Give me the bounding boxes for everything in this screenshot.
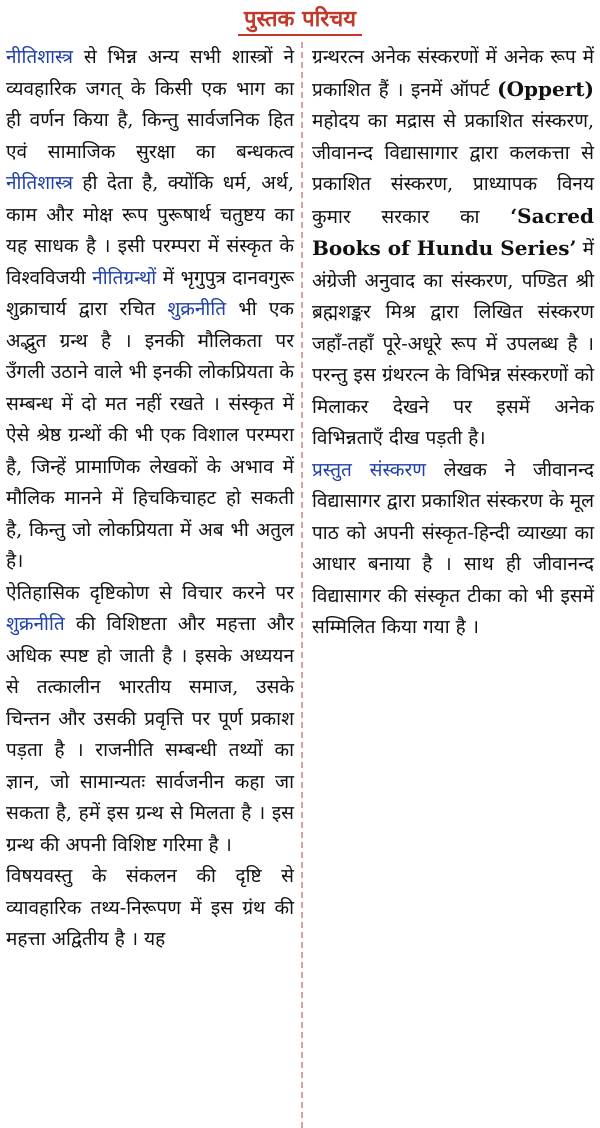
page-title: पुस्तक परिचय bbox=[238, 4, 362, 36]
paragraph-text: में अंग्रेजी अनुवाद का संस्करण, पण्डित श्री ब्रह्मशङ्कर मिश्र द्वारा लिखित संस्करण जहाँ-तहाँ पूरे-अधूरे रूप में उपलब्ध है । परन्तु इस ग्रंथरत्न के विभिन्न संस्करणों को मिलाकर देखने पर इसमें अनेक विभिन्नताएँ दीख पड़ती है। bbox=[312, 238, 594, 449]
paragraph-text: ही देता है, क्योंकि धर्म, अर्थ, काम और मोक्ष रूप पुरूषार्थ चतुष्टय का यह साधक है । इसी परम्परा में संस्कृत के विश्वविजयी bbox=[6, 172, 294, 289]
paragraph-text: ग्रन्थरत्न अनेक संस्करणों में अनेक रूप में प्रकाशित हैं । इनमें ऑपर्ट bbox=[312, 46, 594, 101]
latin-oppert: (Oppert) bbox=[497, 76, 594, 101]
paragraph-text: विषयवस्तु के संकलन की दृष्टि से व्यावहारिक तथ्य-निरूपण में इस ग्रंथ की महत्ता अद्वितीय है । यह bbox=[6, 865, 294, 950]
right-column bbox=[312, 42, 594, 644]
column-divider bbox=[301, 42, 303, 1128]
left-paragraph-1 bbox=[6, 42, 294, 578]
keyword-nitishastra: नीतिशास्त्र bbox=[6, 172, 73, 194]
left-column bbox=[6, 42, 294, 956]
right-paragraph-1 bbox=[312, 42, 594, 455]
latin-sacred-books: ‘Sacred Books of Hundu Series’ bbox=[312, 203, 594, 260]
right-paragraph-2 bbox=[312, 455, 594, 644]
header bbox=[0, 4, 600, 36]
keyword-shukraniti: शुक्रनीति bbox=[167, 298, 227, 320]
paragraph-text: लेखक ने जीवानन्द विद्यासागर द्वारा प्रकाशित संस्करण के मूल पाठ को अपनी संस्कृत-हिन्दी व्याख्या का आधार बनाया है । साथ ही जीवानन्द विद्यासागर की संस्कृत टीका को भी इसमें सम्मिलित किया गया है । bbox=[312, 458, 594, 638]
paragraph-text: ऐतिहासिक दृष्टिकोण से विचार करने पर bbox=[6, 581, 294, 604]
keyword-nitigranthon: नीतिग्रन्थों bbox=[92, 266, 157, 289]
paragraph-text: की विशिष्टता और महत्ता और अधिक स्पष्ट हो जाती है । इसके अध्ययन से तत्कालीन भारतीय समाज, उसके चिन्तन और उसकी प्रवृत्ति पर पूर्ण प्रकाश पड़ता है । राजनीति सम्बन्धी तथ्यों का ज्ञान, जो सामान्यतः सार्वजनीन कहा जा सकता है, हमें इस ग्रन्थ से मिलता है । इस ग्रन्थ की अपनी विशिष्ट गरिमा है । bbox=[6, 613, 294, 856]
paragraph-text: महोदय का मद्रास से प्रकाशित संस्करण, जीवानन्द विद्यासागार द्वारा कलकत्ता से प्रकाशित संस्करण, प्राध्यापक विनय कुमार सरकार का bbox=[312, 110, 594, 228]
left-paragraph-2 bbox=[6, 578, 294, 862]
paragraph-text: से भिन्न अन्य सभी शास्त्रों ने व्यवहारिक जगत् के किसी एक भाग का ही वर्णन किया है, किन्तु सार्वजनिक हित एवं सामाजिक सुरक्षा का बन्धकत्व bbox=[6, 46, 294, 163]
left-paragraph-3 bbox=[6, 861, 294, 956]
keyword-prastut-sanskaran: प्रस्तुत संस्करण bbox=[312, 458, 426, 481]
keyword-nitishastra: नीतिशास्त्र bbox=[6, 46, 73, 68]
paragraph-text: भी एक अद्भुत ग्रन्थ है । इनकी मौलिकता पर उँगली उठाने वाले भी इनकी लोकप्रियता के सम्बन्ध में दो मत नहीं रखते । संस्कृत में ऐसे श्रेष्ठ ग्रन्थों की भी एक विशाल परम्परा है, जिन्हें प्रामाणिक लेखकों के अभाव में मौलिक मानने में हिचकिचाहट हो सकती है, किन्तु जो लोकप्रियता में अब भी अतुल है। bbox=[6, 298, 294, 572]
paragraph-text: में भृगुपुत्र दानवगुरू शुक्राचार्य द्वारा रचित bbox=[6, 266, 294, 320]
keyword-shukraniti: शुक्रनीति bbox=[6, 613, 65, 635]
